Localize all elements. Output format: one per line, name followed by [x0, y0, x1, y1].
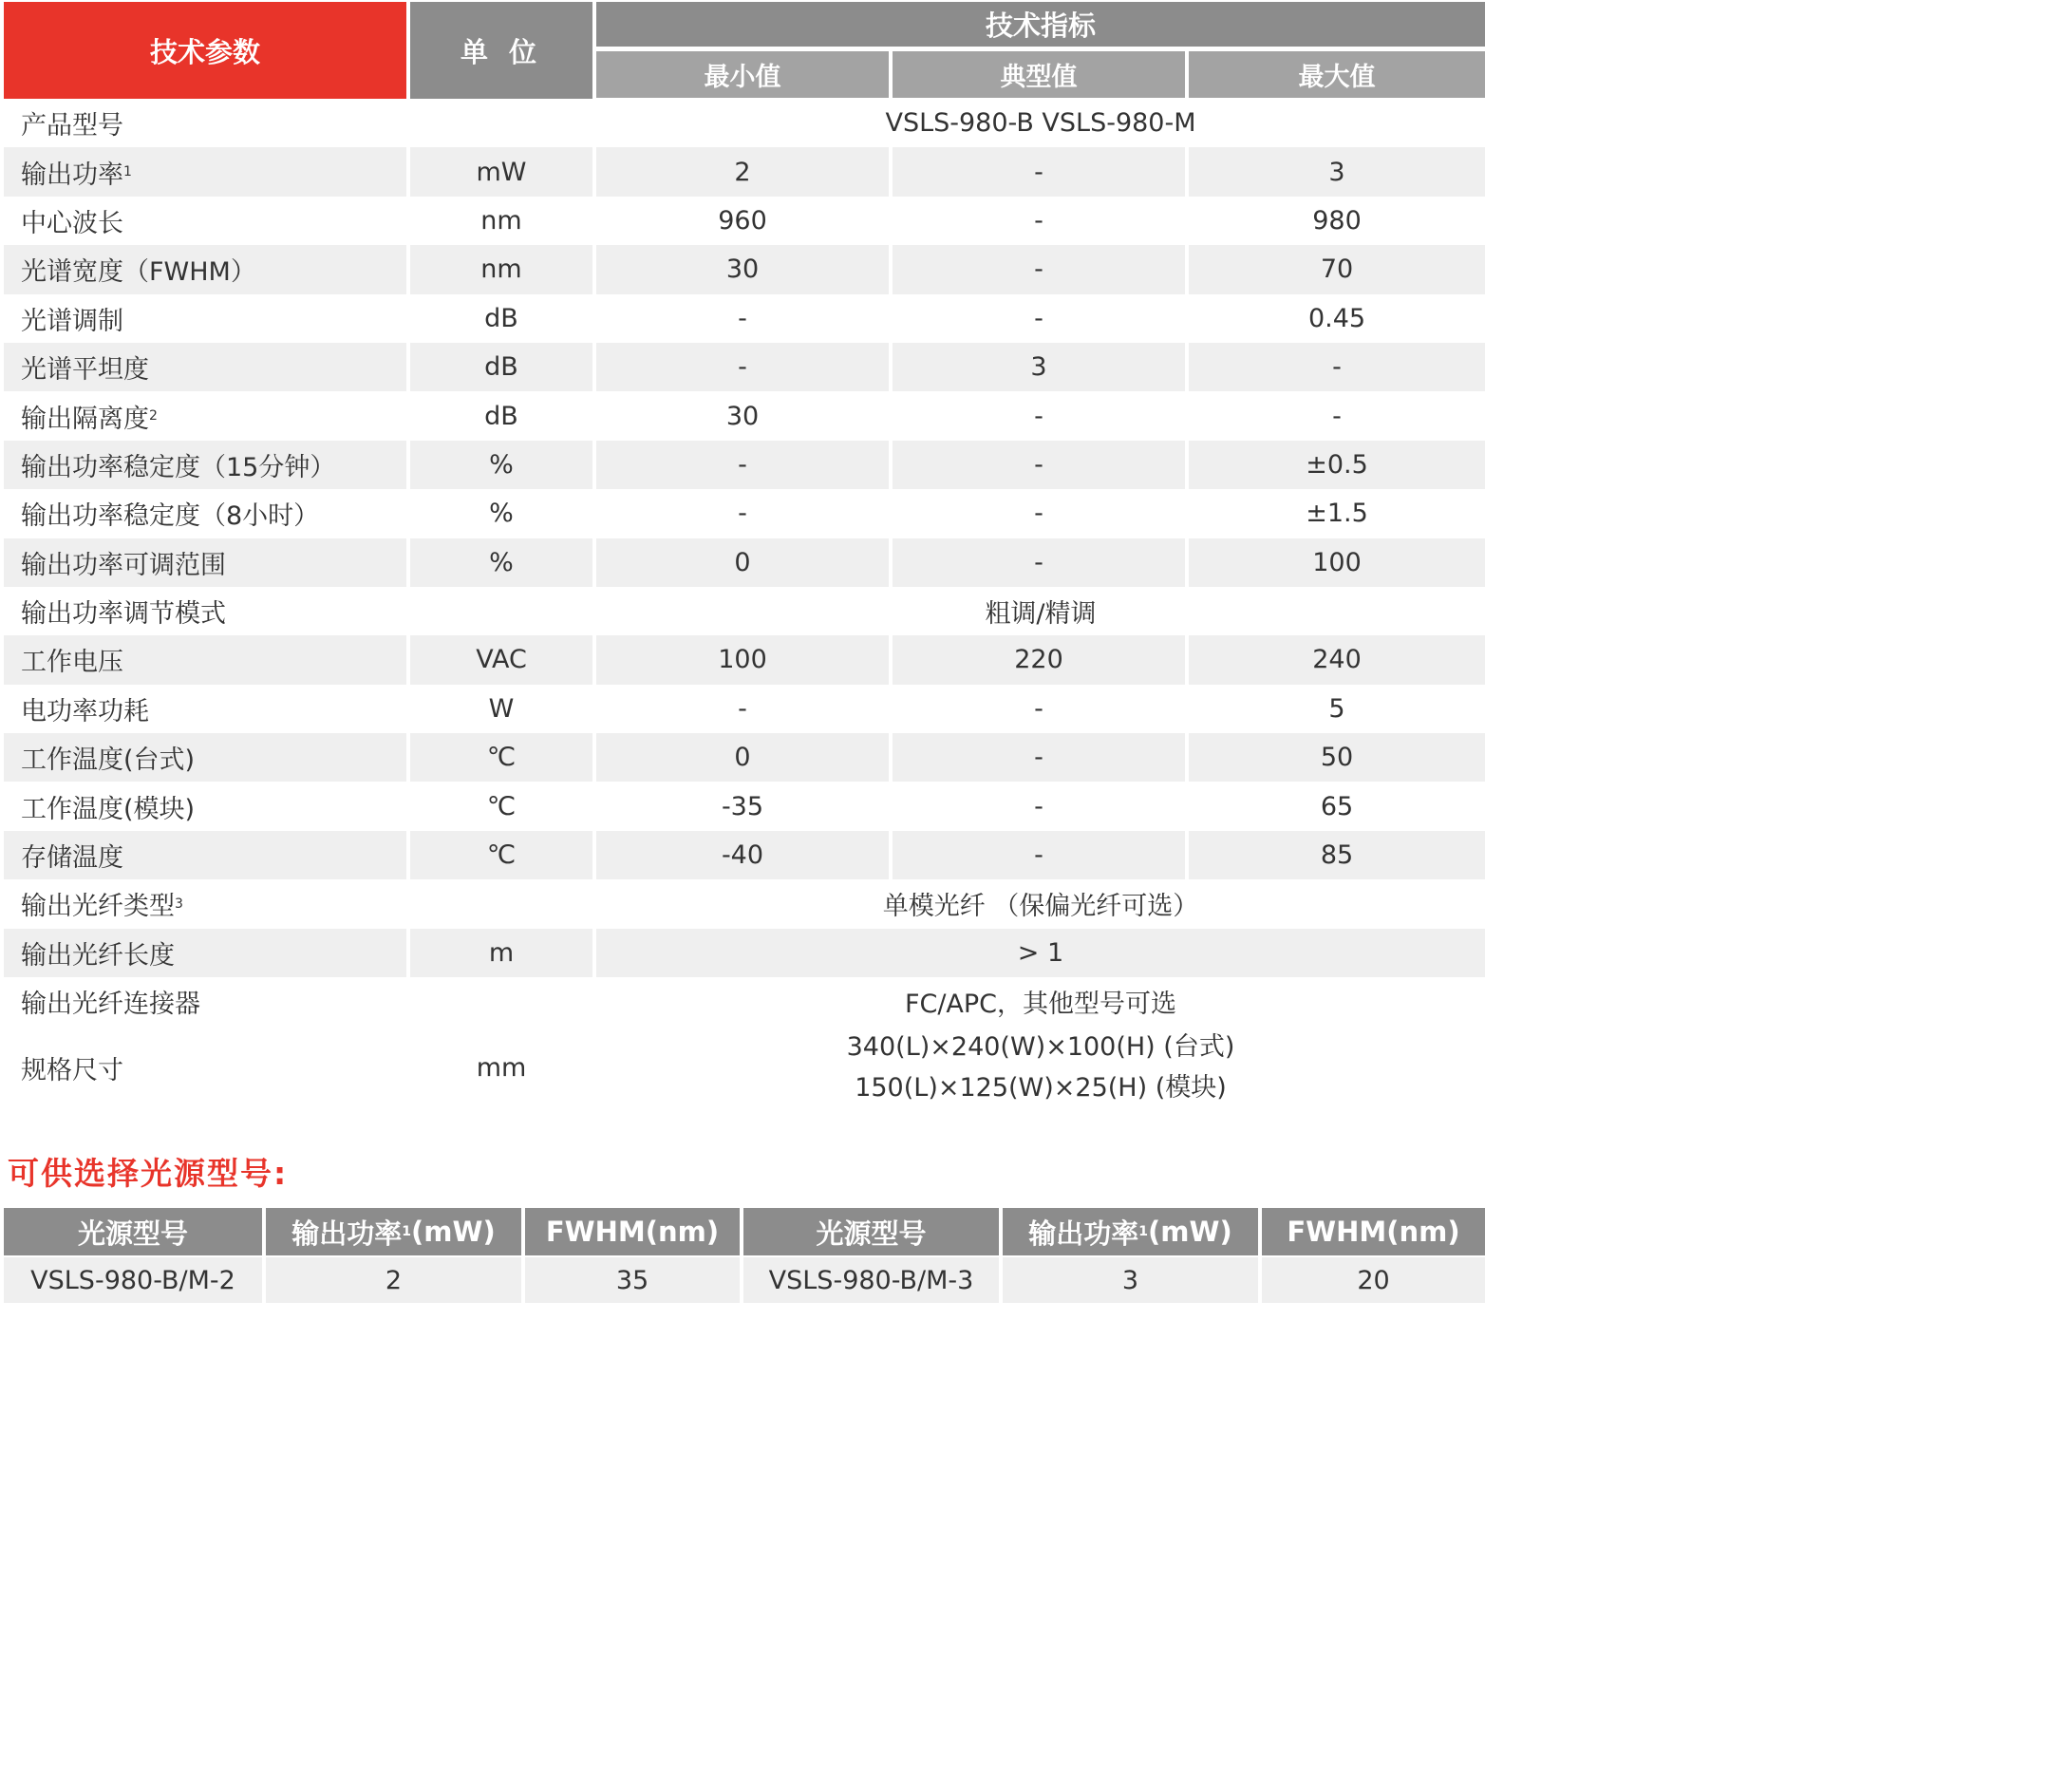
row-typ: - — [893, 294, 1189, 343]
models-cell: 35 — [525, 1257, 743, 1303]
row-name-text: 输出功率调节模式 — [21, 599, 226, 630]
row-unit: mm — [410, 1026, 596, 1109]
dimension-module: 150(L)×125(W)×25(H) (模块) — [855, 1073, 1227, 1103]
row-name-text: 存储温度 — [21, 843, 123, 874]
row-max: 240 — [1189, 635, 1485, 684]
footnote-marker: 1 — [123, 164, 132, 180]
header-typ: 典型值 — [893, 51, 1189, 98]
table-row — [4, 294, 1485, 343]
row-name — [4, 147, 410, 196]
row-span-value: > 1 — [596, 929, 1485, 977]
row-max: 50 — [1189, 733, 1485, 782]
row-name-text: 输出功率可调范围 — [21, 550, 226, 580]
row-name-text: 光谱宽度（FWHM） — [21, 257, 256, 288]
row-typ: - — [893, 782, 1189, 830]
row-typ: - — [893, 197, 1189, 245]
row-name-text: 工作温度(模块) — [21, 794, 196, 824]
row-unit — [410, 977, 596, 1026]
row-max: 980 — [1189, 197, 1485, 245]
row-unit — [410, 879, 596, 928]
row-max: ±1.5 — [1189, 489, 1485, 538]
models-header-label: 输出功率 — [291, 1217, 403, 1250]
header-param: 技术参数 — [4, 2, 410, 99]
models-table — [4, 1208, 1485, 1303]
footnote-marker: 2 — [149, 408, 158, 424]
row-max: 3 — [1189, 147, 1485, 196]
dimension-desktop: 340(L)×240(W)×100(H) (台式) — [846, 1032, 1235, 1063]
row-name — [4, 294, 410, 343]
models-header-cell — [525, 1208, 743, 1255]
row-name — [4, 538, 410, 587]
row-name-text: 光谱平坦度 — [21, 355, 149, 386]
row-max: 0.45 — [1189, 294, 1485, 343]
row-max: ±0.5 — [1189, 441, 1485, 489]
row-name — [4, 685, 410, 733]
models-header-cell — [1003, 1208, 1262, 1255]
row-min: - — [596, 685, 893, 733]
row-name — [4, 441, 410, 489]
row-span-value: 单模光纤 （保偏光纤可选） — [596, 879, 1485, 928]
models-header-unit: (mW) — [1148, 1216, 1232, 1248]
row-max: - — [1189, 391, 1485, 440]
table-row — [4, 245, 1485, 293]
row-unit: nm — [410, 245, 596, 293]
table-row — [4, 977, 1485, 1026]
row-typ: - — [893, 441, 1189, 489]
row-unit: W — [410, 685, 596, 733]
row-name-text: 输出光纤类型 — [21, 892, 175, 922]
row-typ: - — [893, 733, 1189, 782]
row-name — [4, 197, 410, 245]
row-typ: - — [893, 489, 1189, 538]
row-min: 2 — [596, 147, 893, 196]
footnote-marker: 1 — [1138, 1224, 1149, 1239]
row-name — [4, 587, 410, 635]
table-row — [4, 538, 1485, 587]
row-typ: 220 — [893, 635, 1189, 684]
row-max: 85 — [1189, 831, 1485, 879]
row-name-text: 工作电压 — [21, 648, 123, 678]
row-max: 100 — [1189, 538, 1485, 587]
row-name — [4, 929, 410, 977]
models-header-cell — [1262, 1208, 1485, 1255]
row-name-text: 产品型号 — [21, 111, 123, 141]
models-cell: 2 — [266, 1257, 525, 1303]
row-min: - — [596, 294, 893, 343]
header-unit: 单 位 — [410, 2, 596, 99]
row-name — [4, 245, 410, 293]
row-min: -35 — [596, 782, 893, 830]
row-min: 100 — [596, 635, 893, 684]
footnote-marker: 1 — [402, 1224, 412, 1239]
row-name-text: 输出功率 — [21, 160, 123, 190]
table-row — [4, 831, 1485, 879]
row-unit: mW — [410, 147, 596, 196]
models-header-label: FWHM(nm) — [1287, 1216, 1460, 1248]
table-row — [4, 587, 1485, 635]
row-typ: - — [893, 245, 1189, 293]
table-row — [4, 733, 1485, 782]
row-unit: m — [410, 929, 596, 977]
row-name — [4, 99, 410, 147]
table-row — [4, 197, 1485, 245]
row-unit: dB — [410, 343, 596, 391]
row-name-text: 输出光纤连接器 — [21, 990, 200, 1020]
models-header-cell — [743, 1208, 1003, 1255]
row-name — [4, 879, 410, 928]
row-max: 5 — [1189, 685, 1485, 733]
row-name-text: 电功率功耗 — [21, 696, 149, 726]
table-row — [4, 879, 1485, 928]
row-unit: VAC — [410, 635, 596, 684]
models-header-label: 光源型号 — [77, 1217, 188, 1250]
spec-table-header — [4, 2, 1485, 99]
row-name — [4, 635, 410, 684]
row-span-value: FC/APC，其他型号可选 — [596, 977, 1485, 1026]
row-min: 30 — [596, 391, 893, 440]
row-typ: - — [893, 147, 1189, 196]
row-unit — [410, 99, 596, 147]
row-min: 30 — [596, 245, 893, 293]
models-table-header — [4, 1208, 1485, 1255]
row-typ: - — [893, 685, 1189, 733]
row-typ: - — [893, 538, 1189, 587]
row-name-text: 输出功率稳定度（15分钟） — [21, 452, 336, 482]
row-unit: % — [410, 489, 596, 538]
row-min: 0 — [596, 538, 893, 587]
table-row-dimensions — [4, 1026, 1485, 1109]
row-span-value — [596, 1026, 1485, 1109]
table-row — [4, 343, 1485, 391]
table-row — [4, 391, 1485, 440]
row-max: - — [1189, 343, 1485, 391]
row-name — [4, 391, 410, 440]
row-min: 0 — [596, 733, 893, 782]
table-row — [4, 147, 1485, 196]
table-row — [4, 782, 1485, 830]
row-span-value: VSLS-980-B VSLS-980-M — [596, 99, 1485, 147]
header-max: 最大值 — [1189, 51, 1485, 98]
table-row — [4, 489, 1485, 538]
models-section-title: 可供选择光源型号: — [8, 1155, 289, 1192]
footnote-marker: 3 — [175, 896, 183, 912]
models-header-cell — [4, 1208, 266, 1255]
table-row — [4, 441, 1485, 489]
header-index: 技术指标 — [596, 2, 1485, 49]
row-typ: - — [893, 831, 1189, 879]
row-name-text: 输出隔离度 — [21, 404, 149, 434]
spec-table — [4, 2, 1485, 1109]
row-unit: nm — [410, 197, 596, 245]
row-name — [4, 831, 410, 879]
header-min: 最小值 — [596, 51, 893, 98]
row-name-text: 光谱调制 — [21, 306, 123, 336]
row-min: - — [596, 441, 893, 489]
row-name: 规格尺寸 — [4, 1026, 410, 1109]
row-min: - — [596, 489, 893, 538]
row-span-value: 粗调/精调 — [596, 587, 1485, 635]
row-name-text: 中心波长 — [21, 208, 123, 238]
table-row — [4, 685, 1485, 733]
models-header-cell — [266, 1208, 525, 1255]
row-name — [4, 733, 410, 782]
models-cell: VSLS-980-B/M-2 — [4, 1257, 266, 1303]
models-cell: 20 — [1262, 1257, 1485, 1303]
row-unit — [410, 587, 596, 635]
row-name-text: 输出功率稳定度（8小时） — [21, 501, 320, 532]
row-unit: ℃ — [410, 831, 596, 879]
row-unit: ℃ — [410, 733, 596, 782]
row-name-text: 工作温度(台式) — [21, 745, 196, 776]
row-unit: dB — [410, 391, 596, 440]
row-name — [4, 782, 410, 830]
row-max: 70 — [1189, 245, 1485, 293]
row-typ: - — [893, 391, 1189, 440]
table-row — [4, 99, 1485, 147]
row-name-text: 输出光纤长度 — [21, 940, 175, 971]
row-max: 65 — [1189, 782, 1485, 830]
models-table-row — [4, 1255, 1485, 1303]
models-cell: VSLS-980-B/M-3 — [743, 1257, 1003, 1303]
row-min: 960 — [596, 197, 893, 245]
models-header-label: 输出功率 — [1028, 1217, 1139, 1250]
row-name — [4, 977, 410, 1026]
spec-table-body — [4, 99, 1485, 1026]
models-header-unit: (mW) — [411, 1216, 496, 1248]
row-unit: % — [410, 538, 596, 587]
models-cell: 3 — [1003, 1257, 1262, 1303]
row-name — [4, 489, 410, 538]
table-row — [4, 929, 1485, 977]
row-unit: ℃ — [410, 782, 596, 830]
row-name — [4, 343, 410, 391]
row-min: -40 — [596, 831, 893, 879]
models-header-label: 光源型号 — [816, 1217, 927, 1250]
row-typ: 3 — [893, 343, 1189, 391]
row-min: - — [596, 343, 893, 391]
row-unit: % — [410, 441, 596, 489]
table-row — [4, 635, 1485, 684]
models-header-label: FWHM(nm) — [545, 1216, 720, 1248]
row-unit: dB — [410, 294, 596, 343]
